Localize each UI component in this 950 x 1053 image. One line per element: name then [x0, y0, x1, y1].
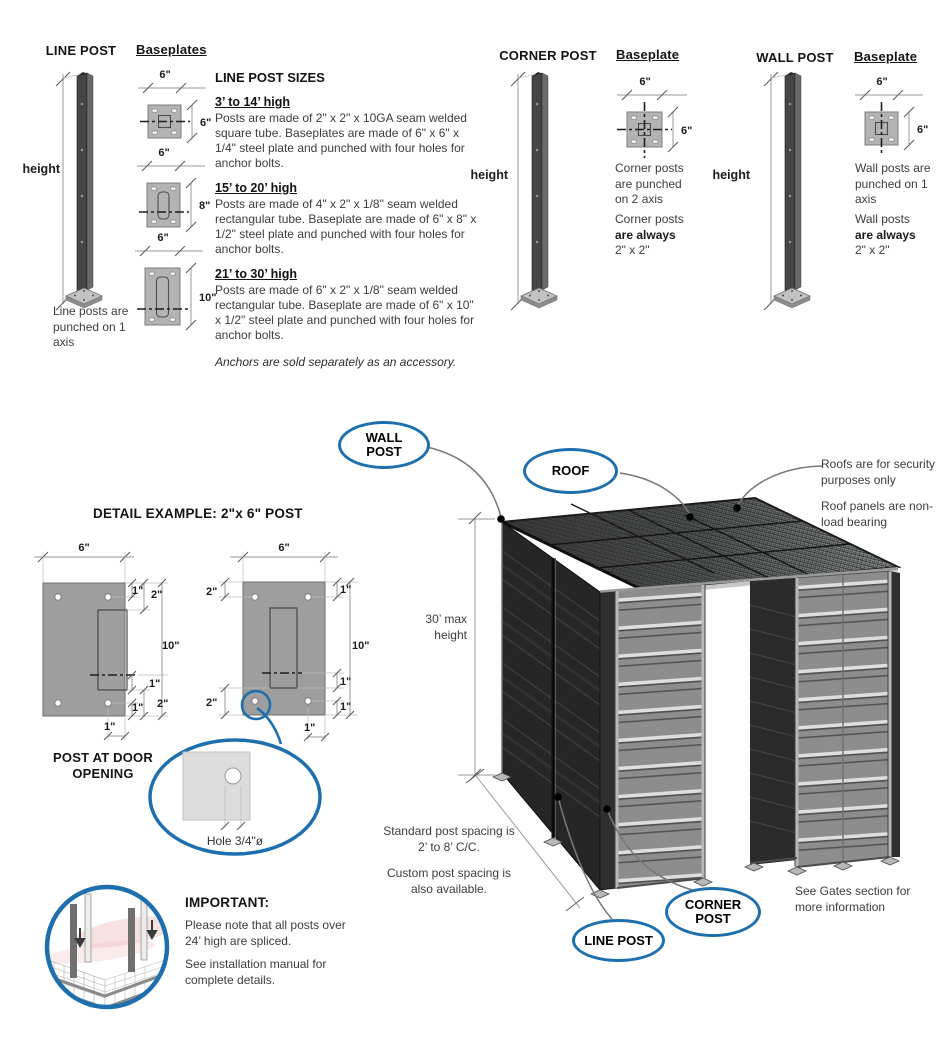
dim-label: 1"	[132, 585, 144, 597]
dim-label: 1"	[304, 722, 316, 734]
corner-post-callout-label: CORNER POST	[684, 897, 742, 926]
note-line: Corner posts	[615, 212, 684, 226]
wall-post-height-label: height	[712, 168, 750, 182]
corner-post-figure	[485, 60, 595, 315]
note-line: 2" x 2"	[855, 243, 890, 257]
anchors-note: Anchors are sold separately as an accessory.	[215, 355, 457, 369]
line-post-height-label: height	[22, 162, 60, 176]
left-wall-mesh	[502, 522, 600, 890]
corner-post-height-label: height	[470, 168, 508, 182]
spacing-note-1: Standard post spacing is 2’ to 8’ C/C.	[383, 824, 515, 854]
max-height-note: 30’ max height	[425, 612, 467, 642]
roof-callout-label: ROOF	[551, 463, 590, 478]
detail-title: DETAIL EXAMPLE: 2"x 6" POST	[93, 506, 303, 521]
height-dimension	[764, 72, 788, 310]
wall-note-2	[855, 212, 937, 259]
corner-note-2	[615, 212, 697, 259]
height-dimension	[56, 72, 80, 310]
roof-note-2: Roof panels are non-load bearing	[821, 499, 934, 529]
post-drawing	[521, 72, 557, 308]
note-line: 2" x 2"	[615, 243, 650, 257]
dim-label: 1"	[149, 678, 161, 690]
dim-label: 10"	[199, 292, 217, 304]
dim-label: 10"	[162, 640, 180, 652]
line-post-sizes	[215, 70, 479, 370]
post-at-door-label: POST AT DOOR OPENING	[53, 750, 153, 781]
dim-label: 6"	[158, 147, 170, 159]
line-post-title: LINE POST	[45, 43, 117, 58]
wall-post-title: WALL POST	[756, 50, 834, 65]
sizes-title: LINE POST SIZES	[215, 70, 325, 85]
size-heading: 3’ to 14’ high	[215, 95, 291, 109]
wall-post-callout-label: WALL POST	[365, 430, 403, 459]
size-body: Posts are made of 6" x 2" x 1/8" seam welded rectangular tube. Baseplate are made of 6" x 10" x 1/2" steel plate and punched with four holes for anchor bolts.	[215, 283, 475, 342]
size-heading: 21’ to 30’ high	[215, 267, 297, 281]
dim-label: 2"	[206, 697, 218, 709]
note-line-bold: are always	[615, 227, 676, 242]
hole-size-label: Hole 3/4"ø	[206, 834, 264, 848]
line-post-caption: Line posts are punched on 1 axis	[53, 304, 129, 349]
dim-label: 1"	[340, 701, 352, 713]
corner-note-1: Corner posts are punched on 2 axis	[615, 161, 684, 206]
dim-label: 8"	[199, 200, 211, 212]
wall-note-1: Wall posts are punched on 1 axis	[855, 161, 931, 206]
dim-label: 2"	[206, 586, 218, 598]
size-body: Posts are made of 4" x 2" x 1/8" seam welded rectangular tube. Baseplate are made of 6" x 8" x 1/2" steel plate and punched with four holes for anchor bolts.	[215, 197, 477, 256]
height-dimension	[458, 512, 495, 781]
dim-label: 6"	[157, 232, 169, 244]
dim-label: 6"	[639, 76, 651, 88]
note-line: Wall posts	[855, 212, 910, 226]
roof-callout	[523, 448, 618, 494]
wall-baseplate-title: Baseplate	[854, 49, 918, 64]
dim-label: 1"	[340, 676, 352, 688]
dim-label: 6"	[159, 69, 171, 81]
size-heading: 15’ to 20’ high	[215, 181, 297, 195]
dim-label: 6"	[78, 542, 90, 554]
baseplates-title: Baseplates	[136, 42, 207, 57]
important-title: IMPORTANT:	[185, 895, 270, 910]
post-drawing	[774, 72, 810, 308]
splice-illustration	[40, 880, 175, 1015]
corner-post-callout	[665, 887, 761, 937]
line-post-callout-label: LINE POST	[584, 932, 653, 948]
dim-label: 2"	[157, 698, 169, 710]
front-wall-panels	[600, 569, 900, 891]
note-line-bold: are always	[855, 227, 916, 242]
splice-drawing	[40, 880, 175, 1015]
wall-post-figure	[738, 60, 848, 315]
dim-label: 6"	[278, 542, 290, 554]
line-post-figure	[30, 60, 140, 315]
important-note-2: See installation manual for complete details.	[185, 957, 327, 987]
line-post-callout	[572, 919, 665, 962]
dim-label: 10"	[352, 640, 370, 652]
post-drawing	[66, 72, 102, 308]
dim-label: 6"	[876, 76, 888, 88]
baseplate-6x10-figure	[125, 225, 225, 353]
roof-note-1: Roofs are for security purposes only	[821, 457, 936, 487]
dim-label: 1"	[132, 702, 144, 714]
height-dimension	[511, 72, 535, 310]
gates-note: See Gates section for more information	[795, 884, 911, 914]
wall-baseplate-figure	[845, 69, 950, 169]
dim-label: 2"	[151, 589, 163, 601]
important-note-1: Please note that all posts over 24’ high are spliced.	[185, 918, 346, 948]
spacing-note-2: Custom post spacing is also available.	[386, 866, 512, 896]
wall-post-callout	[338, 421, 430, 469]
dim-label: 6"	[200, 117, 212, 129]
dim-label: 6"	[681, 125, 693, 137]
corner-baseplate-title: Baseplate	[616, 47, 680, 62]
corner-baseplate-figure	[607, 69, 717, 169]
corner-post-title: CORNER POST	[499, 48, 597, 63]
size-body: Posts are made of 2" x 2" x 10GA seam welded square tube. Baseplates are made of 6" x 6" x 1/4" steel plate and punched with four holes for anchor bolts.	[215, 111, 467, 170]
dim-label: 6"	[917, 124, 929, 136]
dim-label: 1"	[340, 584, 352, 596]
dim-label: 1"	[104, 721, 116, 733]
